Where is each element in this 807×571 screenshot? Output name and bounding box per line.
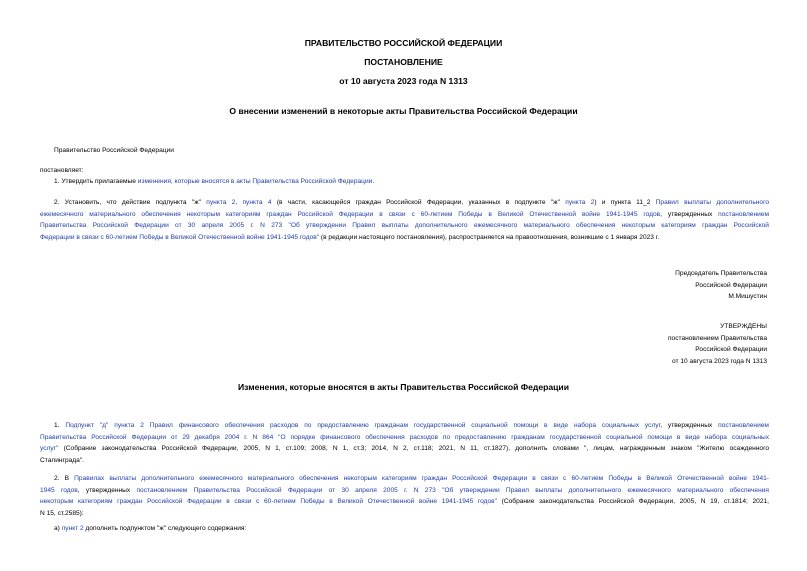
change-1-text-1: , утвержденных <box>660 422 719 429</box>
change-1-link-decree[interactable]: постановлением <box>718 422 769 429</box>
changes-link[interactable]: изменения, которые вносятся в акты Правительства Российской Федерации <box>137 178 373 185</box>
item-2-text-5: (в редакции настоящего постановления), распространяется на правоотношения, возникшие с 1 января 2023 г. <box>319 233 660 241</box>
signature-position-1: Председатель Правительства <box>675 270 767 277</box>
change-2 <box>40 473 769 519</box>
change-3 <box>54 523 246 535</box>
change-2-line-1 <box>40 473 769 485</box>
item-2 <box>40 197 769 243</box>
change-1 <box>40 420 769 466</box>
header-date-number: от 10 августа 2023 года N 1313 <box>339 76 468 86</box>
change-1-link-rules[interactable]: Правил финансового обеспечения расходов по предоставлению гражданам государственной социальной помощи в виде набора социальных услуг <box>149 422 661 429</box>
item-2-text-1: 2. Установить, что действие подпункта "ж" <box>54 199 207 206</box>
item-2-line-1 <box>40 197 769 209</box>
change-2-link-rules-2[interactable]: 1945 годов <box>40 486 78 494</box>
change-1-line-3 <box>40 443 769 455</box>
document-title: О внесении изменений в некоторые акты Правительства Российской Федерации <box>229 106 578 116</box>
change-2-link-rules-1[interactable]: Правилах выплаты дополнительного ежемесячного материального обеспечения некоторым категориям граждан Российской Федерации в связи с 60-летием Победы в Великой Отечественной войне 1941- <box>74 475 769 482</box>
item-2-link-point-2[interactable]: пункта 2 <box>565 199 595 206</box>
approved-line-2: постановлением Правительства <box>667 334 767 342</box>
item-1-suffix: . <box>372 178 375 185</box>
change-3-letter: а) <box>54 525 62 532</box>
item-2-text-4: , утвержденных <box>660 210 719 218</box>
approved-line-1: УТВЕРЖДЕНЫ <box>720 323 767 330</box>
change-1-link-subpoint[interactable]: Подпункт "д" пункта 2 <box>65 422 144 429</box>
change-2-num: 2. В <box>54 475 75 482</box>
item-2-line-4 <box>40 232 769 244</box>
change-2-line-3 <box>40 496 769 508</box>
decrees-word: постановляет: <box>40 167 84 174</box>
change-2-line-2 <box>40 485 769 497</box>
change-2-line-4: N 15, ст.2585): <box>40 509 84 517</box>
change-2-link-decree-2[interactable]: некоторым категориям граждан Российской Федерации в связи с 60-летием Победы в Великой Отечественной войне 1941-1945 годов" <box>40 498 498 505</box>
item-1-prefix: 1. Утвердить прилагаемые <box>54 178 138 185</box>
item-2-link-decree[interactable]: постановлением <box>718 210 769 218</box>
item-2-link-decree-title-1[interactable]: Правительства Российской Федерации от 30 апреля 2005 г. N 273 "Об утверждении Правил выплаты дополнительного ежемесячного материального обеспечения некоторым категориям граждан Российской <box>40 222 769 229</box>
header-doc-type: ПОСТАНОВЛЕНИЕ <box>364 57 443 67</box>
item-1 <box>54 176 374 188</box>
item-2-text-3: ) и пункта 11_2 <box>594 199 656 206</box>
change-1-line-2 <box>40 432 769 444</box>
change-2-text-1: , утвержденных <box>77 486 137 494</box>
changes-title: Изменения, которые вносятся в акты Правительства Российской Федерации <box>237 382 569 392</box>
item-2-link-rules-start[interactable]: Правил выплаты дополнительного <box>655 199 770 206</box>
change-3-text: дополнить подпунктом "ж" следующего содержания: <box>83 525 247 532</box>
header-government: ПРАВИТЕЛЬСТВО РОССИЙСКОЙ ФЕДЕРАЦИИ <box>304 38 503 48</box>
item-2-link-rules-end[interactable]: ежемесячного материального обеспечения некоторым категориям граждан Российской Федерации в связи с 60-летием Победы в Великой Отечественной войне 1941-1945 годов <box>40 210 661 218</box>
signature-name: М.Мишустин <box>728 293 767 300</box>
item-2-line-3 <box>40 220 769 232</box>
approved-block <box>668 321 767 367</box>
item-2-text-2: (в части, касающейся граждан Российской Федерации, указанных в подпункте "ж" <box>271 199 566 206</box>
change-1-line-4: Сталинграда". <box>40 456 84 464</box>
change-1-link-decree-title-1[interactable]: Правительства Российской Федерации от 29 декабря 2004 г. N 864 "О порядке финансового обеспечения расходов по предоставлению гражданам государственной социальной помощи в виде набора социальных <box>40 433 769 441</box>
change-3-link-point-2[interactable]: пункт 2 <box>61 525 84 532</box>
item-2-link-decree-title-2[interactable]: Федерации в связи с 60-летием Победы в Великой Отечественной войне 1941-1945 годов" <box>40 233 320 241</box>
signature-block <box>675 268 767 303</box>
change-2-text-2: (Собрание законодательства Российской Федерации, 2005, N 19, ст.1814; 2021, <box>497 498 769 505</box>
change-1-num: 1. <box>54 422 66 429</box>
item-2-link-points[interactable]: пункта 2, пункта 4 <box>206 199 272 206</box>
government-line: Правительство Российской Федерации <box>54 147 174 154</box>
change-1-line-1 <box>40 420 769 432</box>
change-2-link-decree-1[interactable]: постановлением Правительства Российской Федерации от 30 апреля 2005 г. N 273 "Об утверждении Правил выплаты дополнительного ежемесячного материального обеспечения <box>136 486 769 494</box>
change-1-link-decree-title-2[interactable]: услуг" <box>40 445 59 452</box>
signature-position-2: Российской Федерации <box>695 281 767 289</box>
change-1-text-2: (Собрание законодательства Российской Федерации, 2005, N 1, ст.109; 2008, N 1, ст.3; 2014, N 2, ст.118; 2021, N 11, ст.1827), дополнить словами ", лицам, награжденным знаком "Жителю осажденного <box>58 445 769 452</box>
item-2-line-2 <box>40 209 769 221</box>
approved-line-3: Российской Федерации <box>695 346 767 353</box>
approved-line-4: от 10 августа 2023 года N 1313 <box>672 357 767 365</box>
